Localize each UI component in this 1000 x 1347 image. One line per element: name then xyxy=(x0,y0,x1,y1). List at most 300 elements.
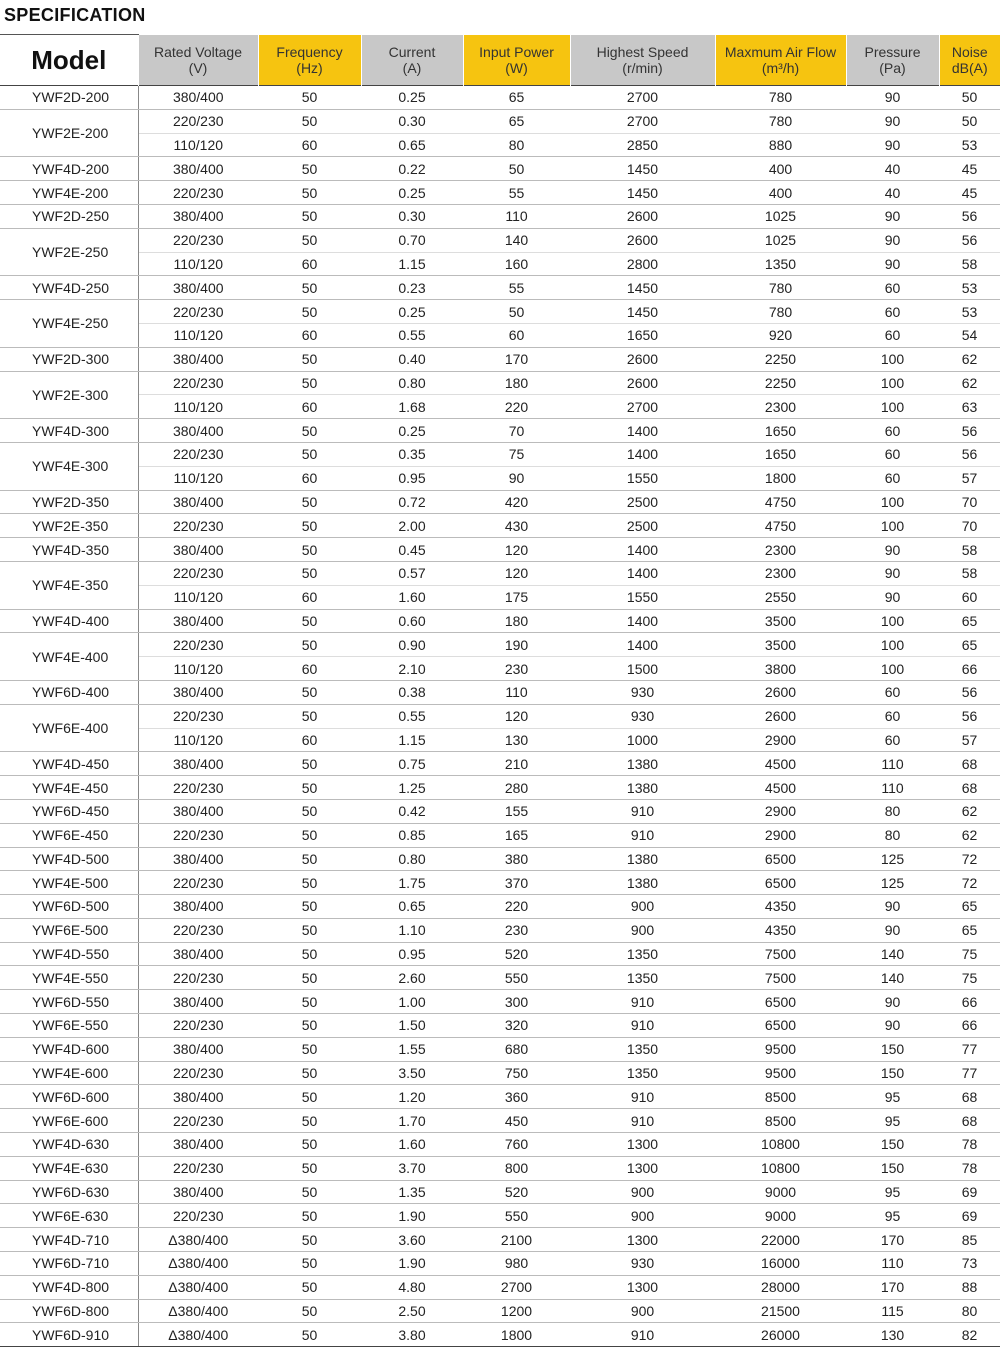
table-cell: 150 xyxy=(846,1037,939,1061)
table-cell: 2700 xyxy=(570,395,715,419)
table-cell: 7500 xyxy=(715,942,846,966)
table-header-row xyxy=(0,35,1000,86)
table-cell: 0.95 xyxy=(361,942,463,966)
table-cell: 50 xyxy=(258,228,361,252)
table-cell: 22000 xyxy=(715,1228,846,1252)
table-cell: 80 xyxy=(846,799,939,823)
table-cell: 90 xyxy=(846,561,939,585)
table-cell: 10800 xyxy=(715,1156,846,1180)
table-cell: 1200 xyxy=(463,1299,570,1323)
table-cell: 100 xyxy=(846,657,939,681)
table-cell: 50 xyxy=(258,1037,361,1061)
table-cell: 50 xyxy=(258,776,361,800)
table-cell: 100 xyxy=(846,514,939,538)
table-cell: 1.90 xyxy=(361,1204,463,1228)
model-cell: YWF4E-300 xyxy=(0,442,138,490)
table-cell: 2250 xyxy=(715,347,846,371)
table-cell: 2600 xyxy=(715,704,846,728)
table-cell: 1350 xyxy=(570,942,715,966)
table-cell: 50 xyxy=(258,1252,361,1276)
table-cell: 50 xyxy=(258,109,361,133)
table-cell: 0.25 xyxy=(361,300,463,324)
table-cell: 1450 xyxy=(570,157,715,181)
table-cell: 60 xyxy=(258,395,361,419)
table-cell: 910 xyxy=(570,1014,715,1038)
table-cell: 50 xyxy=(258,1085,361,1109)
model-cell: YWF6D-910 xyxy=(0,1323,138,1347)
table-cell: 165 xyxy=(463,823,570,847)
table-cell: Δ380/400 xyxy=(138,1299,258,1323)
table-cell: 50 xyxy=(258,680,361,704)
model-cell: YWF4E-200 xyxy=(0,181,138,205)
table-cell: 65 xyxy=(939,609,1000,633)
table-cell: 50 xyxy=(463,300,570,324)
table-cell: 60 xyxy=(846,680,939,704)
table-cell: 0.65 xyxy=(361,133,463,157)
table-cell: 50 xyxy=(258,990,361,1014)
table-cell: 110 xyxy=(846,1252,939,1276)
table-cell: 380/400 xyxy=(138,1180,258,1204)
model-cell: YWF2E-300 xyxy=(0,371,138,419)
table-cell: 70 xyxy=(463,419,570,443)
table-row xyxy=(0,776,1000,800)
model-cell: YWF6D-500 xyxy=(0,895,138,919)
table-cell: 2700 xyxy=(570,109,715,133)
table-cell: 1500 xyxy=(570,657,715,681)
table-cell: 220/230 xyxy=(138,181,258,205)
table-cell: Δ380/400 xyxy=(138,1228,258,1252)
table-row xyxy=(0,1252,1000,1276)
table-cell: 0.22 xyxy=(361,157,463,181)
table-cell: 60 xyxy=(258,585,361,609)
table-cell: 50 xyxy=(258,942,361,966)
table-cell: 56 xyxy=(939,204,1000,228)
table-cell: 520 xyxy=(463,942,570,966)
model-cell: YWF6D-550 xyxy=(0,990,138,1014)
table-cell: 780 xyxy=(715,109,846,133)
table-cell: 50 xyxy=(258,1061,361,1085)
table-cell: 50 xyxy=(258,561,361,585)
table-cell: 50 xyxy=(258,609,361,633)
table-cell: 4750 xyxy=(715,514,846,538)
table-cell: 1450 xyxy=(570,276,715,300)
table-cell: 4750 xyxy=(715,490,846,514)
table-cell: 220/230 xyxy=(138,918,258,942)
table-cell: 0.30 xyxy=(361,109,463,133)
table-cell: 45 xyxy=(939,157,1000,181)
table-cell: 65 xyxy=(463,109,570,133)
table-row xyxy=(0,752,1000,776)
table-row xyxy=(0,704,1000,728)
table-cell: 550 xyxy=(463,1204,570,1228)
table-cell: 2.00 xyxy=(361,514,463,538)
column-header-unit: (m³/h) xyxy=(716,60,846,76)
table-cell: 60 xyxy=(463,323,570,347)
table-cell: 10800 xyxy=(715,1133,846,1157)
table-cell: 62 xyxy=(939,371,1000,395)
table-cell: 0.80 xyxy=(361,371,463,395)
table-cell: 8500 xyxy=(715,1109,846,1133)
table-cell: 50 xyxy=(258,276,361,300)
table-row xyxy=(0,538,1000,562)
table-cell: 220 xyxy=(463,395,570,419)
table-cell: 1300 xyxy=(570,1133,715,1157)
table-cell: 1.35 xyxy=(361,1180,463,1204)
table-cell: 175 xyxy=(463,585,570,609)
table-cell: 60 xyxy=(846,323,939,347)
table-cell: 110 xyxy=(463,204,570,228)
table-cell: 110/120 xyxy=(138,728,258,752)
table-cell: 115 xyxy=(846,1299,939,1323)
table-cell: 380/400 xyxy=(138,490,258,514)
model-cell: YWF6E-550 xyxy=(0,1014,138,1038)
table-cell: 26000 xyxy=(715,1323,846,1347)
model-cell: YWF4E-630 xyxy=(0,1156,138,1180)
table-cell: 50 xyxy=(463,157,570,181)
table-cell: 68 xyxy=(939,1109,1000,1133)
table-cell: 90 xyxy=(846,204,939,228)
table-cell: 0.60 xyxy=(361,609,463,633)
table-cell: 9500 xyxy=(715,1061,846,1085)
table-cell: 95 xyxy=(846,1109,939,1133)
table-cell: 69 xyxy=(939,1180,1000,1204)
model-cell: YWF4D-350 xyxy=(0,538,138,562)
table-cell: 50 xyxy=(939,109,1000,133)
table-cell: 56 xyxy=(939,704,1000,728)
table-cell: 56 xyxy=(939,442,1000,466)
table-cell: 520 xyxy=(463,1180,570,1204)
table-row xyxy=(0,1085,1000,1109)
table-cell: 50 xyxy=(258,1109,361,1133)
table-cell: 77 xyxy=(939,1037,1000,1061)
table-cell: 0.55 xyxy=(361,323,463,347)
table-cell: 50 xyxy=(258,1014,361,1038)
table-cell: 60 xyxy=(846,276,939,300)
column-header xyxy=(939,35,1000,86)
model-cell: YWF6D-400 xyxy=(0,680,138,704)
table-cell: 2700 xyxy=(570,86,715,110)
table-cell: 220/230 xyxy=(138,514,258,538)
table-cell: 360 xyxy=(463,1085,570,1109)
table-row xyxy=(0,633,1000,657)
table-cell: 1450 xyxy=(570,181,715,205)
model-cell: YWF4E-400 xyxy=(0,633,138,681)
table-cell: 16000 xyxy=(715,1252,846,1276)
table-cell: 400 xyxy=(715,181,846,205)
table-cell: 0.55 xyxy=(361,704,463,728)
table-cell: 2600 xyxy=(570,228,715,252)
table-row xyxy=(0,680,1000,704)
table-row xyxy=(0,86,1000,110)
table-cell: 110 xyxy=(846,752,939,776)
table-row xyxy=(0,1133,1000,1157)
table-row xyxy=(0,133,1000,157)
column-header xyxy=(846,35,939,86)
table-cell: 220/230 xyxy=(138,442,258,466)
table-cell: 50 xyxy=(258,847,361,871)
table-cell: 2100 xyxy=(463,1228,570,1252)
table-cell: 2900 xyxy=(715,799,846,823)
table-cell: 56 xyxy=(939,680,1000,704)
table-cell: 1025 xyxy=(715,204,846,228)
table-cell: 4500 xyxy=(715,752,846,776)
model-cell: YWF4E-500 xyxy=(0,871,138,895)
table-cell: 95 xyxy=(846,1180,939,1204)
table-cell: 80 xyxy=(939,1299,1000,1323)
table-cell: 90 xyxy=(846,585,939,609)
table-cell: 1.55 xyxy=(361,1037,463,1061)
table-cell: 380/400 xyxy=(138,990,258,1014)
table-row xyxy=(0,609,1000,633)
table-cell: 40 xyxy=(846,157,939,181)
table-cell: 380/400 xyxy=(138,847,258,871)
table-cell: 110/120 xyxy=(138,395,258,419)
table-cell: 95 xyxy=(846,1085,939,1109)
table-cell: 50 xyxy=(258,1323,361,1347)
table-cell: 125 xyxy=(846,847,939,871)
table-cell: 90 xyxy=(846,228,939,252)
table-cell: 140 xyxy=(846,966,939,990)
table-cell: 2600 xyxy=(715,680,846,704)
table-cell: 2700 xyxy=(463,1275,570,1299)
table-row xyxy=(0,657,1000,681)
table-cell: 0.85 xyxy=(361,823,463,847)
table-cell: 66 xyxy=(939,1014,1000,1038)
table-cell: 1300 xyxy=(570,1156,715,1180)
table-cell: 910 xyxy=(570,1109,715,1133)
table-row xyxy=(0,561,1000,585)
table-cell: 1.20 xyxy=(361,1085,463,1109)
column-header-unit: (V) xyxy=(139,60,258,76)
table-cell: 90 xyxy=(846,1014,939,1038)
table-cell: 4500 xyxy=(715,776,846,800)
model-cell: YWF4D-600 xyxy=(0,1037,138,1061)
table-cell: 380/400 xyxy=(138,752,258,776)
table-cell: 220 xyxy=(463,895,570,919)
table-cell: 3800 xyxy=(715,657,846,681)
table-row xyxy=(0,1109,1000,1133)
table-cell: 900 xyxy=(570,1180,715,1204)
table-cell: 910 xyxy=(570,1085,715,1109)
table-cell: 900 xyxy=(570,1204,715,1228)
model-cell: YWF4D-800 xyxy=(0,1275,138,1299)
table-cell: 1400 xyxy=(570,419,715,443)
table-row xyxy=(0,419,1000,443)
table-cell: 60 xyxy=(846,419,939,443)
table-cell: 220/230 xyxy=(138,1156,258,1180)
table-cell: 420 xyxy=(463,490,570,514)
table-cell: 7500 xyxy=(715,966,846,990)
model-cell: YWF4E-450 xyxy=(0,776,138,800)
table-cell: 90 xyxy=(846,86,939,110)
table-cell: 90 xyxy=(846,133,939,157)
table-cell: 55 xyxy=(463,276,570,300)
table-cell: 0.30 xyxy=(361,204,463,228)
model-cell: YWF2E-200 xyxy=(0,109,138,157)
table-cell: 160 xyxy=(463,252,570,276)
table-cell: 4350 xyxy=(715,895,846,919)
model-cell: YWF4D-250 xyxy=(0,276,138,300)
table-cell: 220/230 xyxy=(138,1109,258,1133)
table-cell: 3.60 xyxy=(361,1228,463,1252)
table-cell: 1300 xyxy=(570,1275,715,1299)
model-cell: YWF2D-250 xyxy=(0,204,138,228)
table-cell: 58 xyxy=(939,538,1000,562)
table-cell: 2.50 xyxy=(361,1299,463,1323)
column-header-label: Current xyxy=(362,44,463,60)
table-row xyxy=(0,847,1000,871)
table-cell: 1.00 xyxy=(361,990,463,1014)
table-cell: 69 xyxy=(939,1204,1000,1228)
table-cell: 75 xyxy=(463,442,570,466)
table-cell: 3500 xyxy=(715,609,846,633)
table-row xyxy=(0,181,1000,205)
table-row xyxy=(0,942,1000,966)
table-cell: 3500 xyxy=(715,633,846,657)
table-cell: 50 xyxy=(258,181,361,205)
table-cell: 0.75 xyxy=(361,752,463,776)
table-cell: 63 xyxy=(939,395,1000,419)
table-cell: 50 xyxy=(258,371,361,395)
table-cell: 68 xyxy=(939,776,1000,800)
column-header-label: Noise xyxy=(940,44,1000,60)
table-cell: 380/400 xyxy=(138,1085,258,1109)
table-cell: 170 xyxy=(463,347,570,371)
table-cell: 450 xyxy=(463,1109,570,1133)
table-cell: 1380 xyxy=(570,871,715,895)
table-cell: 9000 xyxy=(715,1180,846,1204)
table-cell: 50 xyxy=(258,752,361,776)
table-cell: 220/230 xyxy=(138,776,258,800)
table-cell: 1380 xyxy=(570,847,715,871)
table-cell: 50 xyxy=(258,86,361,110)
table-cell: 2600 xyxy=(570,347,715,371)
table-cell: 50 xyxy=(258,704,361,728)
table-cell: 2250 xyxy=(715,371,846,395)
table-row xyxy=(0,514,1000,538)
table-cell: 50 xyxy=(258,347,361,371)
model-cell: YWF4D-710 xyxy=(0,1228,138,1252)
column-header-label: Rated Voltage xyxy=(139,44,258,60)
table-row xyxy=(0,276,1000,300)
model-cell: YWF6E-600 xyxy=(0,1109,138,1133)
table-cell: 95 xyxy=(846,1204,939,1228)
table-cell: 56 xyxy=(939,419,1000,443)
table-cell: 2850 xyxy=(570,133,715,157)
table-cell: 50 xyxy=(258,799,361,823)
table-cell: 90 xyxy=(846,252,939,276)
table-cell: 120 xyxy=(463,561,570,585)
table-cell: 1.70 xyxy=(361,1109,463,1133)
table-cell: 2300 xyxy=(715,538,846,562)
model-cell: YWF4E-600 xyxy=(0,1061,138,1085)
table-cell: 1400 xyxy=(570,538,715,562)
table-cell: 1000 xyxy=(570,728,715,752)
table-cell: 1400 xyxy=(570,561,715,585)
table-cell: 380/400 xyxy=(138,609,258,633)
table-cell: 90 xyxy=(463,466,570,490)
model-cell: YWF6D-600 xyxy=(0,1085,138,1109)
table-cell: 1.68 xyxy=(361,395,463,419)
table-cell: 57 xyxy=(939,466,1000,490)
table-cell: 1400 xyxy=(570,633,715,657)
table-cell: 930 xyxy=(570,704,715,728)
model-cell: YWF6D-450 xyxy=(0,799,138,823)
table-cell: 50 xyxy=(258,966,361,990)
table-cell: 130 xyxy=(846,1323,939,1347)
table-cell: 50 xyxy=(258,442,361,466)
table-cell: 920 xyxy=(715,323,846,347)
table-cell: 1650 xyxy=(570,323,715,347)
table-cell: 57 xyxy=(939,728,1000,752)
model-cell: YWF6D-630 xyxy=(0,1180,138,1204)
table-cell: 1800 xyxy=(463,1323,570,1347)
model-cell: YWF6E-400 xyxy=(0,704,138,752)
table-cell: 930 xyxy=(570,1252,715,1276)
column-header-unit: (W) xyxy=(464,60,570,76)
table-cell: 60 xyxy=(258,728,361,752)
table-cell: 910 xyxy=(570,799,715,823)
table-cell: 65 xyxy=(939,918,1000,942)
model-cell: YWF4E-250 xyxy=(0,300,138,348)
model-cell: YWF6E-450 xyxy=(0,823,138,847)
table-cell: 90 xyxy=(846,990,939,1014)
table-cell: 380/400 xyxy=(138,419,258,443)
table-cell: 980 xyxy=(463,1252,570,1276)
table-cell: 60 xyxy=(846,300,939,324)
table-cell: 220/230 xyxy=(138,633,258,657)
table-cell: 85 xyxy=(939,1228,1000,1252)
table-cell: 3.70 xyxy=(361,1156,463,1180)
table-cell: 400 xyxy=(715,157,846,181)
model-cell: YWF2D-200 xyxy=(0,86,138,110)
table-cell: 880 xyxy=(715,133,846,157)
table-cell: 220/230 xyxy=(138,704,258,728)
table-cell: Δ380/400 xyxy=(138,1275,258,1299)
table-row xyxy=(0,990,1000,1014)
table-cell: 220/230 xyxy=(138,109,258,133)
table-row xyxy=(0,918,1000,942)
table-row xyxy=(0,1204,1000,1228)
table-cell: 58 xyxy=(939,561,1000,585)
table-cell: 910 xyxy=(570,823,715,847)
table-cell: 430 xyxy=(463,514,570,538)
table-cell: 2900 xyxy=(715,728,846,752)
table-cell: 65 xyxy=(463,86,570,110)
table-cell: 53 xyxy=(939,300,1000,324)
model-cell: YWF4D-630 xyxy=(0,1133,138,1157)
table-cell: 0.38 xyxy=(361,680,463,704)
table-cell: 9000 xyxy=(715,1204,846,1228)
table-row xyxy=(0,1228,1000,1252)
table-cell: 50 xyxy=(939,86,1000,110)
table-cell: 230 xyxy=(463,657,570,681)
table-cell: 155 xyxy=(463,799,570,823)
table-cell: 65 xyxy=(939,633,1000,657)
table-cell: 220/230 xyxy=(138,1204,258,1228)
table-cell: 0.25 xyxy=(361,86,463,110)
table-row xyxy=(0,157,1000,181)
table-cell: 110/120 xyxy=(138,657,258,681)
table-cell: 50 xyxy=(258,1180,361,1204)
table-row xyxy=(0,347,1000,371)
table-cell: 220/230 xyxy=(138,561,258,585)
table-cell: 72 xyxy=(939,871,1000,895)
table-row xyxy=(0,1014,1000,1038)
table-cell: 380/400 xyxy=(138,538,258,562)
table-cell: 62 xyxy=(939,823,1000,847)
table-cell: 60 xyxy=(846,704,939,728)
